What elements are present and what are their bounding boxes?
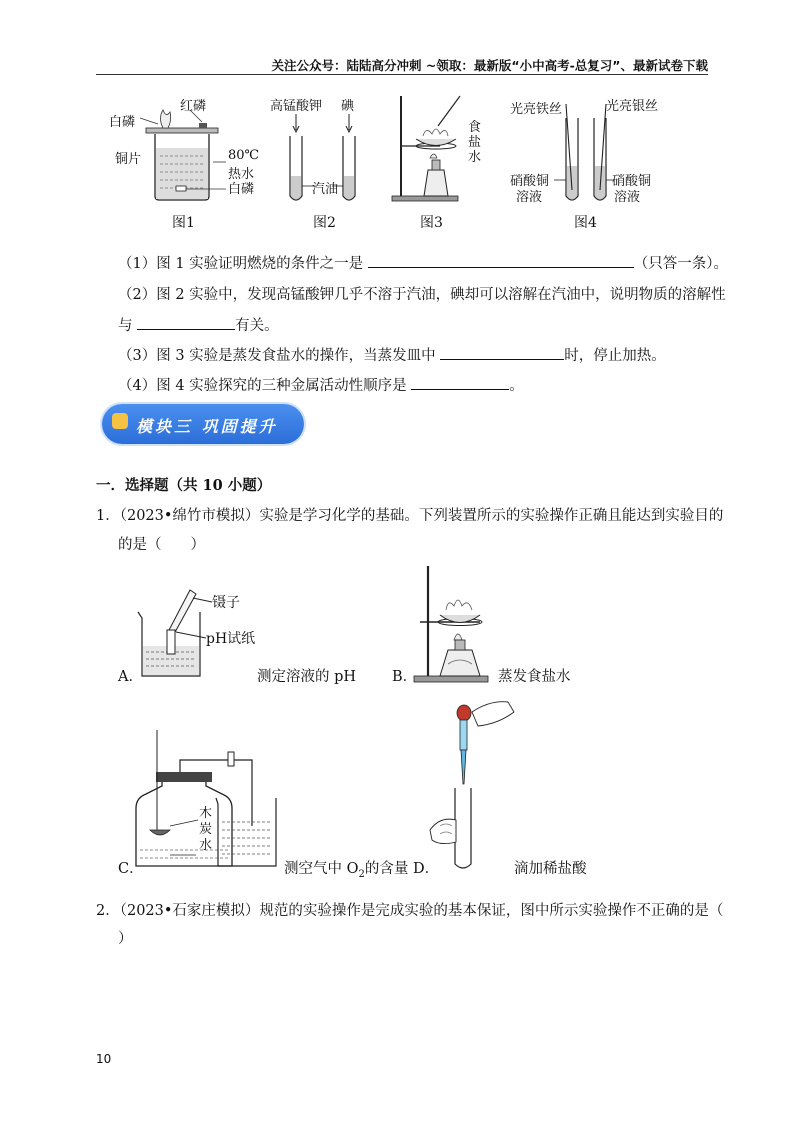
fig3-caption: 图3 bbox=[420, 215, 443, 231]
q4-suffix: 。 bbox=[509, 378, 524, 394]
section-title: 一．选择题（共 10 小题） bbox=[96, 477, 272, 494]
fig1-label-white-phosphorus-top: 白磷 bbox=[109, 115, 136, 130]
fig4-label-iron-wire: 光亮铁丝 bbox=[510, 102, 563, 117]
fig1-label-hot-water: 热水 bbox=[228, 167, 255, 182]
fig1-label-copper-plate: 铜片 bbox=[115, 152, 142, 167]
optC-caption-suffix: 的含量 D． bbox=[364, 861, 440, 877]
q2-text: 与 bbox=[118, 318, 133, 334]
fig3-label-char-2: 盐 bbox=[468, 135, 482, 150]
fig4-label-solution-right: 溶液 bbox=[614, 190, 641, 205]
page-header: 关注公众号：陆陆高分冲刺 ~领取：最新版“小中高考-总复习”、最新试卷下载 bbox=[271, 58, 708, 73]
fig1-caption: 图1 bbox=[172, 215, 195, 231]
optC-label-char-1: 木 bbox=[199, 806, 213, 821]
page-number: 10 bbox=[96, 1052, 112, 1066]
question-top-2-line1: （2）图 2 实验中，发现高锰酸钾几乎不溶于汽油，碘却可以溶解在汽油中，说明物质的溶解性 bbox=[118, 287, 726, 303]
fig1-label-red-phosphorus: 红磷 bbox=[180, 99, 207, 114]
q1-suffix: （只答一条）。 bbox=[633, 256, 729, 272]
fig4-caption: 图4 bbox=[574, 215, 597, 231]
fig2-label-iodine: 碘 bbox=[341, 99, 355, 114]
question-top-4 bbox=[118, 375, 524, 397]
optC-label-char-3: 水 bbox=[199, 838, 213, 853]
q4-answer-blank[interactable] bbox=[411, 375, 509, 390]
question-1-line2: 的是（ ） bbox=[118, 537, 205, 553]
optC-caption-subscript: 2 bbox=[358, 868, 365, 880]
option-c-letter[interactable]: C． bbox=[118, 861, 144, 877]
fig1-label-white-phosphorus-bottom: 白磷 bbox=[228, 182, 255, 197]
q2-answer-blank[interactable] bbox=[137, 315, 235, 330]
optA-label-ph-paper: pH试纸 bbox=[206, 631, 256, 647]
option-d-dropper-figure bbox=[0, 0, 1, 1]
fig4-label-copper-nitrate-right: 硝酸铜 bbox=[612, 174, 652, 189]
fig4-label-silver-wire: 光亮银丝 bbox=[606, 99, 659, 114]
fig3-label-char-3: 水 bbox=[468, 150, 482, 165]
option-a-letter[interactable]: A． bbox=[118, 669, 143, 685]
option-d-caption: 滴加稀盐酸 bbox=[514, 861, 587, 877]
fig3-label-char-1: 食 bbox=[468, 120, 482, 135]
option-c-caption bbox=[284, 858, 439, 886]
q1-text: （1）图 1 实验证明燃烧的条件之一是 bbox=[118, 256, 364, 272]
option-b-letter[interactable]: B． bbox=[392, 669, 418, 685]
question-top-3 bbox=[118, 345, 666, 367]
q1-answer-blank[interactable] bbox=[368, 253, 634, 268]
optA-label-tweezers: 镊子 bbox=[212, 595, 240, 611]
question-top-2-line2 bbox=[118, 315, 279, 337]
question-2-line1: 2．（2023•石家庄模拟）规范的实验操作是完成实验的基本保证，图中所示实验操作不正确的是（ bbox=[96, 903, 724, 919]
option-a-caption: 测定溶液的 pH bbox=[257, 669, 357, 685]
fig4-label-solution-left: 溶液 bbox=[516, 190, 543, 205]
module-banner-title: 模块三 巩固提升 bbox=[136, 417, 278, 436]
option-b-caption: 蒸发食盐水 bbox=[498, 669, 571, 685]
banner-badge-icon bbox=[112, 413, 128, 429]
q2-suffix: 有关。 bbox=[235, 318, 279, 334]
q3-answer-blank[interactable] bbox=[440, 345, 564, 360]
question-top-1 bbox=[118, 253, 728, 275]
optC-label-char-2: 炭 bbox=[199, 822, 213, 837]
q4-text: （4）图 4 实验探究的三种金属活动性顺序是 bbox=[118, 378, 407, 394]
fig3-label-salt-water bbox=[468, 120, 482, 165]
q3-suffix: 时，停止加热。 bbox=[564, 348, 666, 364]
optC-label-charcoal-water bbox=[199, 806, 213, 854]
fig4-label-copper-nitrate-left: 硝酸铜 bbox=[510, 174, 550, 189]
fig1-label-temperature: 80℃ bbox=[228, 148, 260, 163]
fig2-caption: 图2 bbox=[313, 215, 336, 231]
question-1-line1: 1．（2023•绵竹市模拟）实验是学习化学的基础。下列装置所示的实验操作正确且能达到实验目的 bbox=[96, 508, 724, 524]
fig2-label-potassium-permanganate: 高锰酸钾 bbox=[270, 99, 323, 114]
q3-text: （3）图 3 实验是蒸发食盐水的操作，当蒸发皿中 bbox=[118, 348, 436, 364]
header-divider bbox=[96, 74, 708, 75]
question-2-line2: ） bbox=[118, 931, 133, 947]
optC-caption-text: 测空气中 O bbox=[284, 861, 359, 877]
fig2-label-gasoline: 汽油 bbox=[312, 182, 339, 197]
